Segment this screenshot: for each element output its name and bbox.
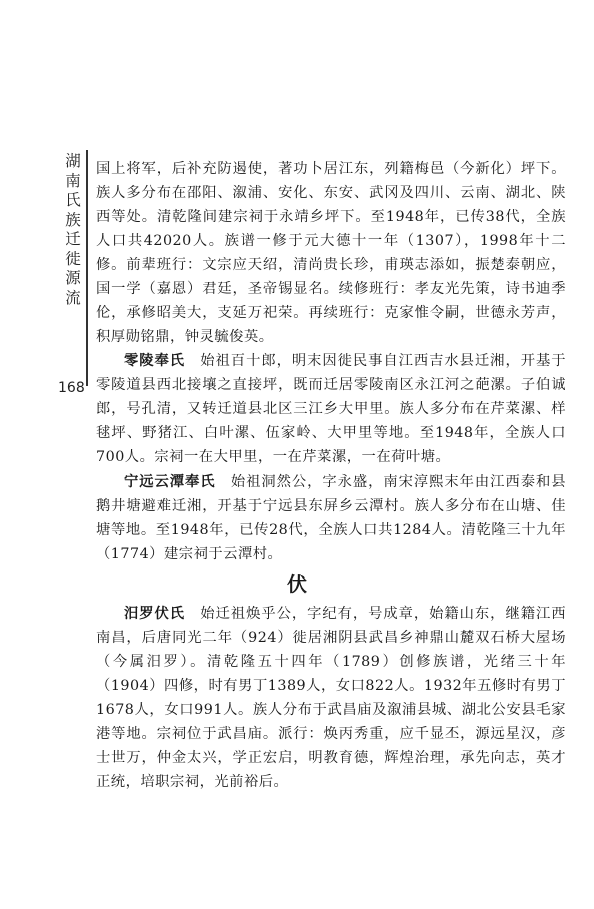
- paragraph-continued: 国上将军，后补充防遏使，著功卜居江东，列籍梅邑（今新化）坪下。族人多分布在邵阳、溆浦、安化、东安、武冈及四川、云南、湖北、陕西等处。清乾隆间建宗祠于永靖乡坪下。至1948年，已传38代，全族人口共42020人。族谱一修于元大德十一年（1307），1998年十二修。前辈班行：文宗应天绍，清尚贵长珍，甫瑛志添如，振楚泰朝应，国一学（嘉恩）君廷，圣帝锡显名。续修班行：孝友光先策，诗书迪季伦，承修昭美大，支延万祀荣。再续班行：克家惟令嗣，世德永芳声，积厚勋铭鼎，钟灵毓俊英。: [96, 161, 566, 345]
- section-heading: 伏: [287, 572, 307, 596]
- page-number: 168: [58, 380, 85, 396]
- paragraph-miluo-body: 始迁祖焕乎公，字纪有，号成章，始籍山东，继籍江西南昌，后唐同光二年（924）徙居湘阴县武昌乡神鼎山麓双石桥大屋场（今属汨罗）。清乾隆五十四年（1789）创修族谱，光绪三十年（1904）四修，时有男丁1389人，女口822人。1932年五修时有男丁1678人，女口991人。族人分布于武昌庙及溆浦县城、湖北公安县毛家港等地。宗祠位于武昌庙。派行：焕丙秀重，应千显丕，源远星汉，彦士世万，仲金太兴，学正宏启，明教育德，辉煌治理，承先向志，英才正统，培职宗祠，光前裕后。: [96, 606, 567, 790]
- paragraph-ningyuan: [96, 470, 566, 566]
- clan-title-ningyuan: 宁远云潭奉氏: [124, 474, 216, 490]
- clan-title-miluo: 汨罗伏氏: [124, 606, 186, 622]
- side-rule: [86, 150, 88, 386]
- paragraph-lingling-body: 始祖百十郎，明末因徙民事自江西吉水县迁湘，开基于零陵道县西北接壤之直接坪，既而迁居零陵南区永江河之葩漯。子伯诚郎，号孔清，又转迁道县北区三江乡大甲里。族人多分布在芹菜漯、样毬坪、野猪江、白叶漯、伍家岭、大甲里等地。至1948年，全族人口700人。宗祠一在大甲里，一在芹菜漯，一在荷叶塘。: [96, 353, 567, 465]
- paragraph-miluo: [96, 602, 566, 794]
- paragraph-lingling: [96, 349, 566, 469]
- clan-title-lingling: 零陵奉氏: [124, 353, 186, 369]
- running-title: 湖南氏族迁徙源流: [65, 152, 81, 307]
- paragraph-ningyuan-body: 始祖洞然公，字永盛，南宋淳熙末年由江西泰和县鹅井塘避难迁湘，开基于宁远县东屏乡云潭村。族人多分布在山塘、佳塘等地。至1948年，已传28代，全族人口共1284人。清乾隆三十九年（1774）建宗祠于云潭村。: [96, 474, 567, 562]
